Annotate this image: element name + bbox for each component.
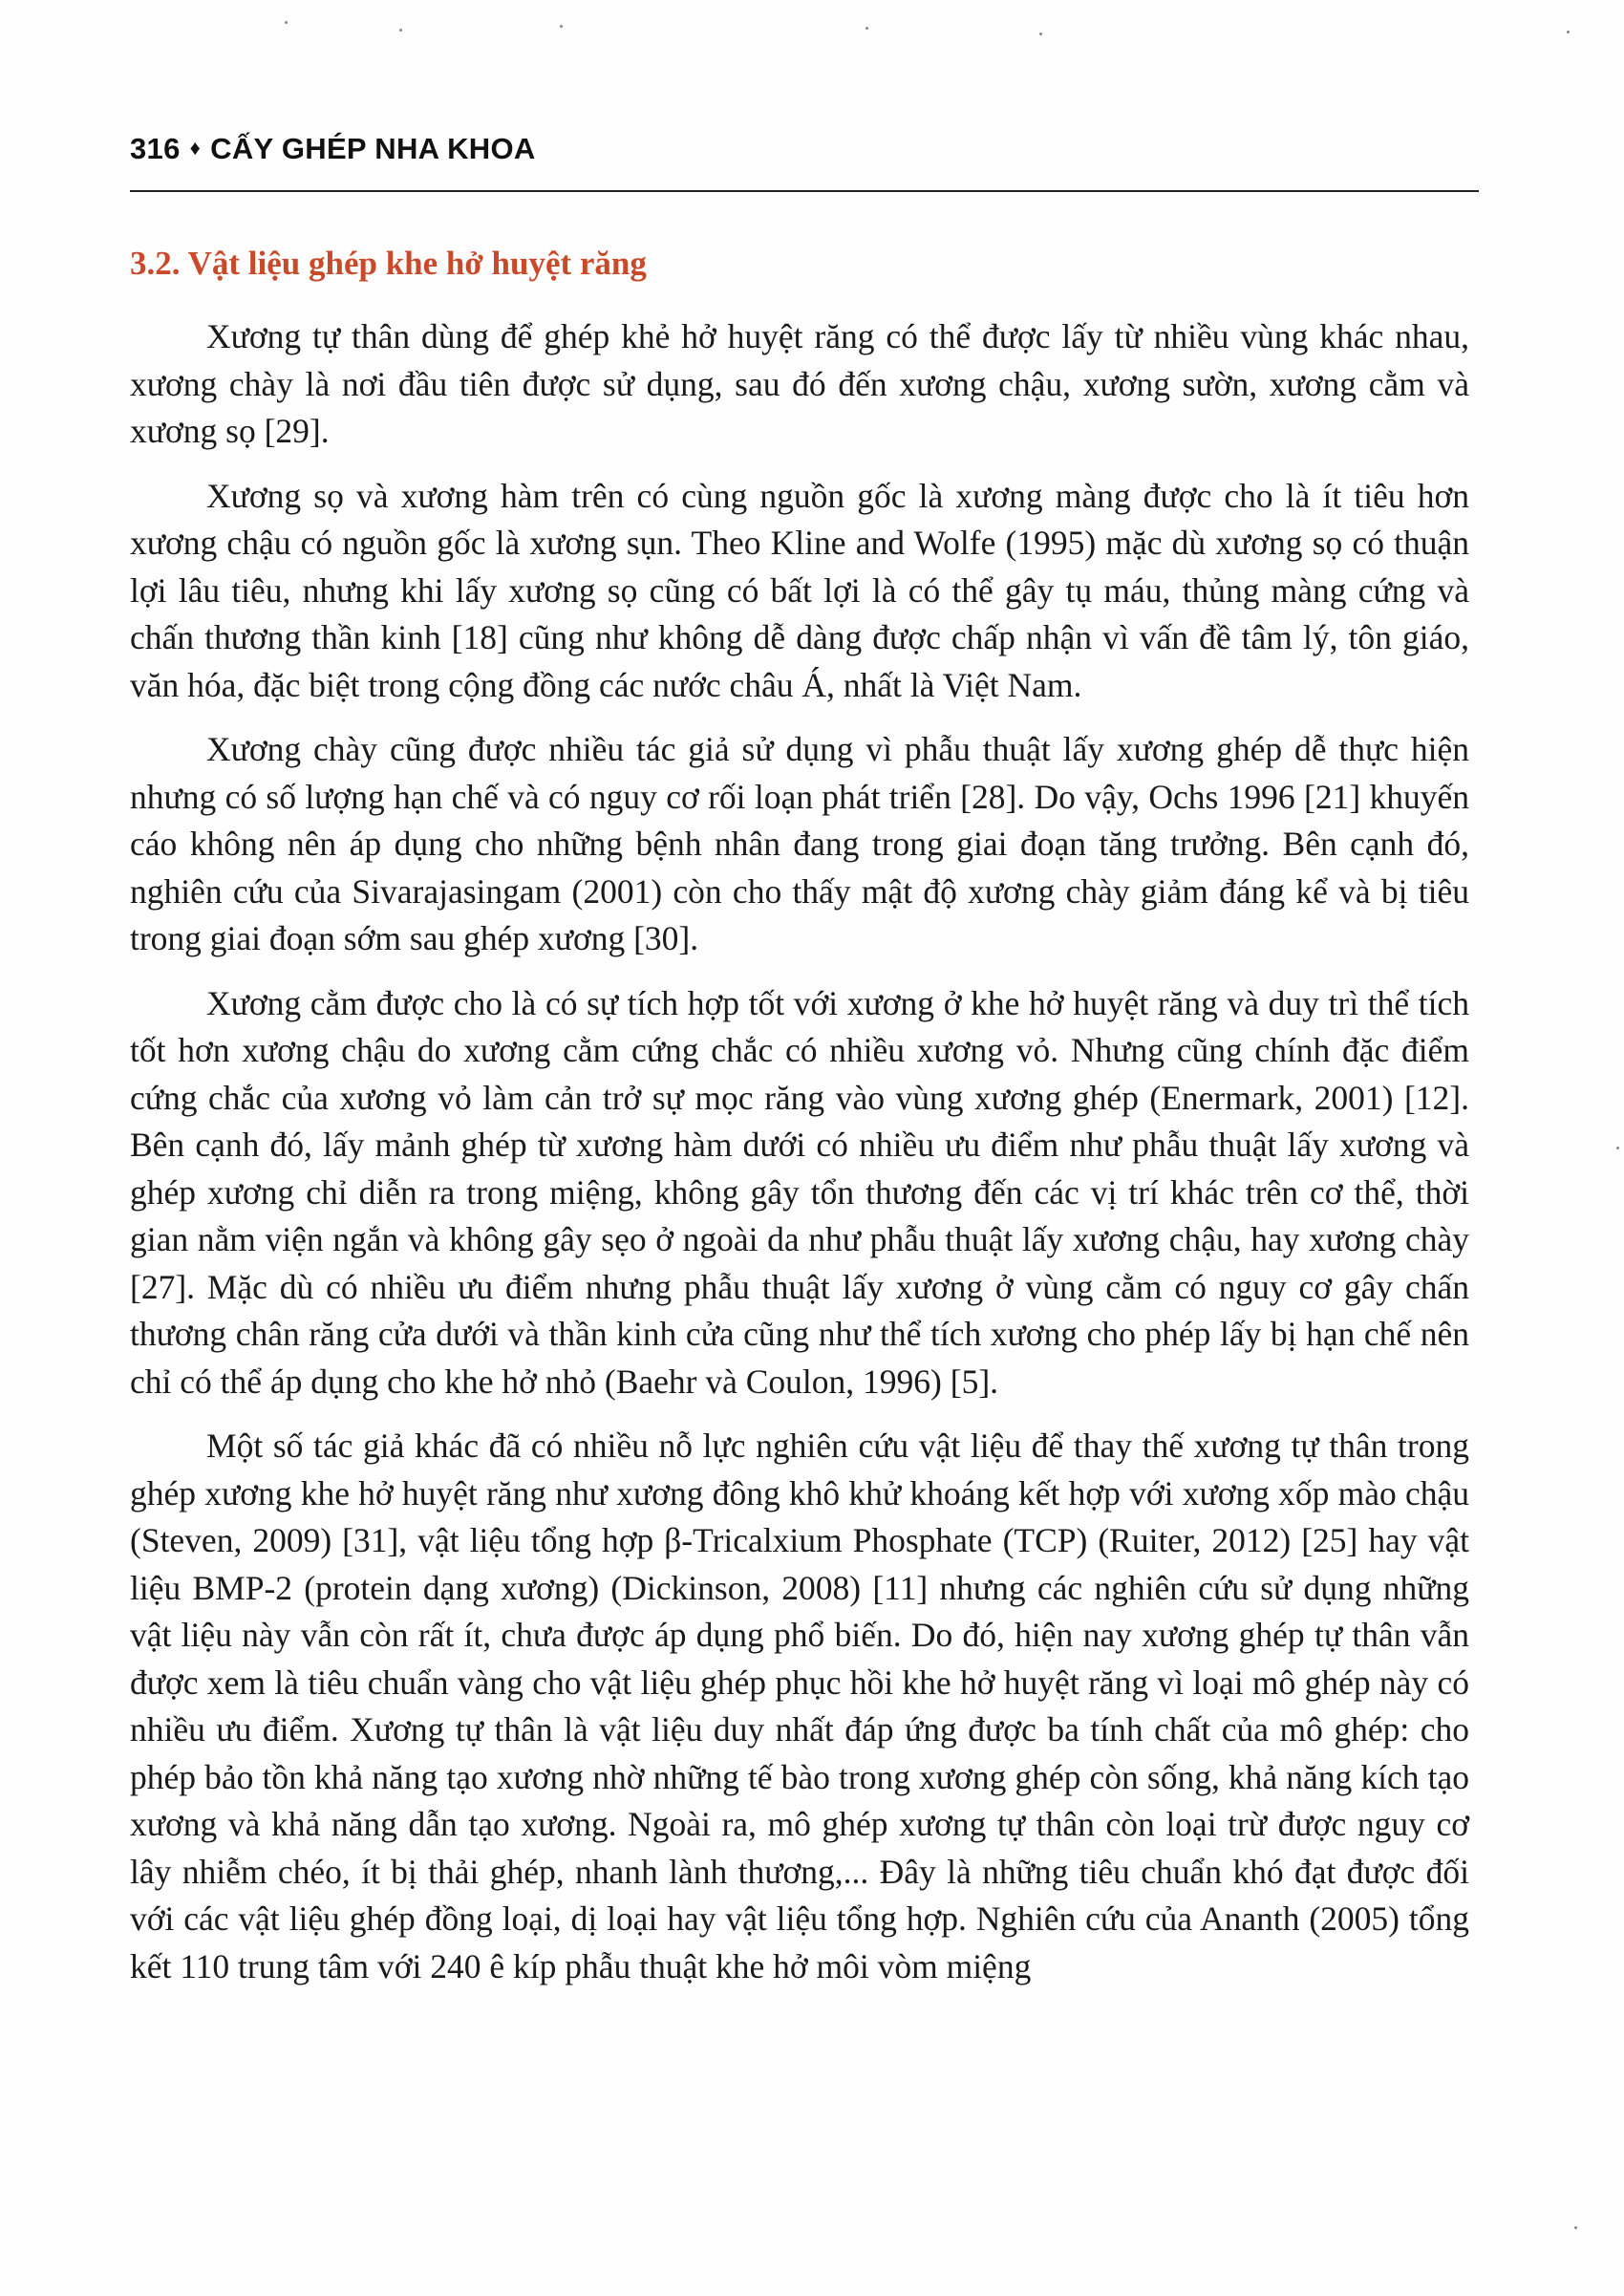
paragraph: Một số tác giả khác đã có nhiều nỗ lực nghiên cứu vật liệu để thay thế xương tự thân trong ghép xương khe hở huyệt răng như xương đông khô khử khoáng kết hợp với xương xốp mào chậu (Steven, 2009) [31], vật liệu tổng hợp β-Tricalxium Phosphate (TCP) (Ruiter, 2012) [25] hay vật liệu BMP-2 (protein dạng xương) (Dickinson, 2008) [11] nhưng các nghiên cứu sử dụng những vật liệu này vẫn còn rất ít, chưa được áp dụng phổ biến. Do đó, hiện nay xương ghép tự thân vẫn được xem là tiêu chuẩn vàng cho vật liệu ghép phục hồi khe hở huyệt răng vì loại mô ghép này có nhiều ưu điểm. Xương tự thân là vật liệu duy nhất đáp ứng được ba tính chất của mô ghép: cho phép bảo tồn khả năng tạo xương nhờ những tế bào trong xương ghép còn sống, khả năng kích tạo xương và khả năng dẫn tạo xương. Ngoài ra, mô ghép xương tự thân còn loại trừ được nguy cơ lây nhiễm chéo, ít bị thải ghép, nhanh lành thương,... Đây là những tiêu chuẩn khó đạt được đối với các vật liệu ghép đồng loại, dị loại hay vật liệu tổng hợp. Nghiên cứu của Ananth (2005) tổng kết 110 trung tâm với 240 ê kíp phẫu thuật khe hở môi vòm miệng xyxy=(130,1427,1469,1985)
header-divider xyxy=(130,190,1479,192)
scan-speck xyxy=(560,25,563,28)
scan-speck xyxy=(1567,31,1570,33)
paragraph: Xương tự thân dùng để ghép khẻ hở huyệt răng có thể được lấy từ nhiều vùng khác nhau, xương chày là nơi đầu tiên được sử dụng, sau đó đến xương chậu, xương sườn, xương cằm và xương sọ [29]. xyxy=(130,317,1469,450)
paragraph: Xương sọ và xương hàm trên có cùng nguồn gốc là xương màng được cho là ít tiêu hơn xương chậu có nguồn gốc là xương sụn. Theo Kline and Wolfe (1995) mặc dù xương sọ có thuận lợi lâu tiêu, nhưng khi lấy xương sọ cũng có bất lợi là có thể gây tụ máu, thủng màng cứng và chấn thương thần kinh [18] cũng như không dễ dàng được chấp nhận vì vấn đề tâm lý, tôn giáo, văn hóa, đặc biệt trong cộng đồng các nước châu Á, nhất là Việt Nam. xyxy=(130,476,1469,704)
scan-speck xyxy=(1574,2226,1577,2229)
running-header xyxy=(130,132,1479,189)
page-number: 316 xyxy=(130,132,181,165)
header-separator-icon: ♦ xyxy=(189,136,202,160)
body-text xyxy=(130,313,1469,1990)
scan-speck xyxy=(1616,1147,1619,1149)
section-heading: 3.2. Vật liệu ghép khe hở huyệt răng xyxy=(130,245,647,282)
paragraph: Xương cằm được cho là có sự tích hợp tốt với xương ở khe hở huyệt răng và duy trì thể tích tốt hơn xương chậu do xương cằm cứng chắc có nhiều xương vỏ. Nhưng cũng chính đặc điểm cứng chắc của xương vỏ làm cản trở sự mọc răng vào vùng xương ghép (Enermark, 2001) [12]. Bên cạnh đó, lấy mảnh ghép từ xương hàm dưới có nhiều ưu điểm như phẫu thuật lấy xương và ghép xương chỉ diễn ra trong miệng, không gây tổn thương đến các vị trí khác trên cơ thể, thời gian nằm viện ngắn và không gây sẹo ở ngoài da như phẫu thuật lấy xương chậu, hay xương chày [27]. Mặc dù có nhiều ưu điểm nhưng phẫu thuật lấy xương ở vùng cằm có nguy cơ gây chấn thương chân răng cửa dưới và thần kinh cửa cũng như thể tích xương cho phép lấy bị hạn chế nên chỉ có thể áp dụng cho khe hở nhỏ (Baehr và Coulon, 1996) [5]. xyxy=(130,983,1469,1401)
scan-speck xyxy=(285,21,288,24)
scan-speck xyxy=(865,27,868,30)
paragraph: Xương chày cũng được nhiều tác giả sử dụng vì phẫu thuật lấy xương ghép dễ thực hiện nhưng có số lượng hạn chế và có nguy cơ rối loạn phát triển [28]. Do vậy, Ochs 1996 [21] khuyến cáo không nên áp dụng cho những bệnh nhân đang trong giai đoạn tăng trưởng. Bên cạnh đó, nghiên cứu của Sivarajasingam (2001) còn cho thấy mật độ xương chày giảm đáng kể và bị tiêu trong giai đoạn sớm sau ghép xương [30]. xyxy=(130,730,1469,957)
scan-speck xyxy=(1039,32,1042,35)
book-title: CẤY GHÉP NHA KHOA xyxy=(210,132,536,165)
scan-speck xyxy=(399,29,402,32)
